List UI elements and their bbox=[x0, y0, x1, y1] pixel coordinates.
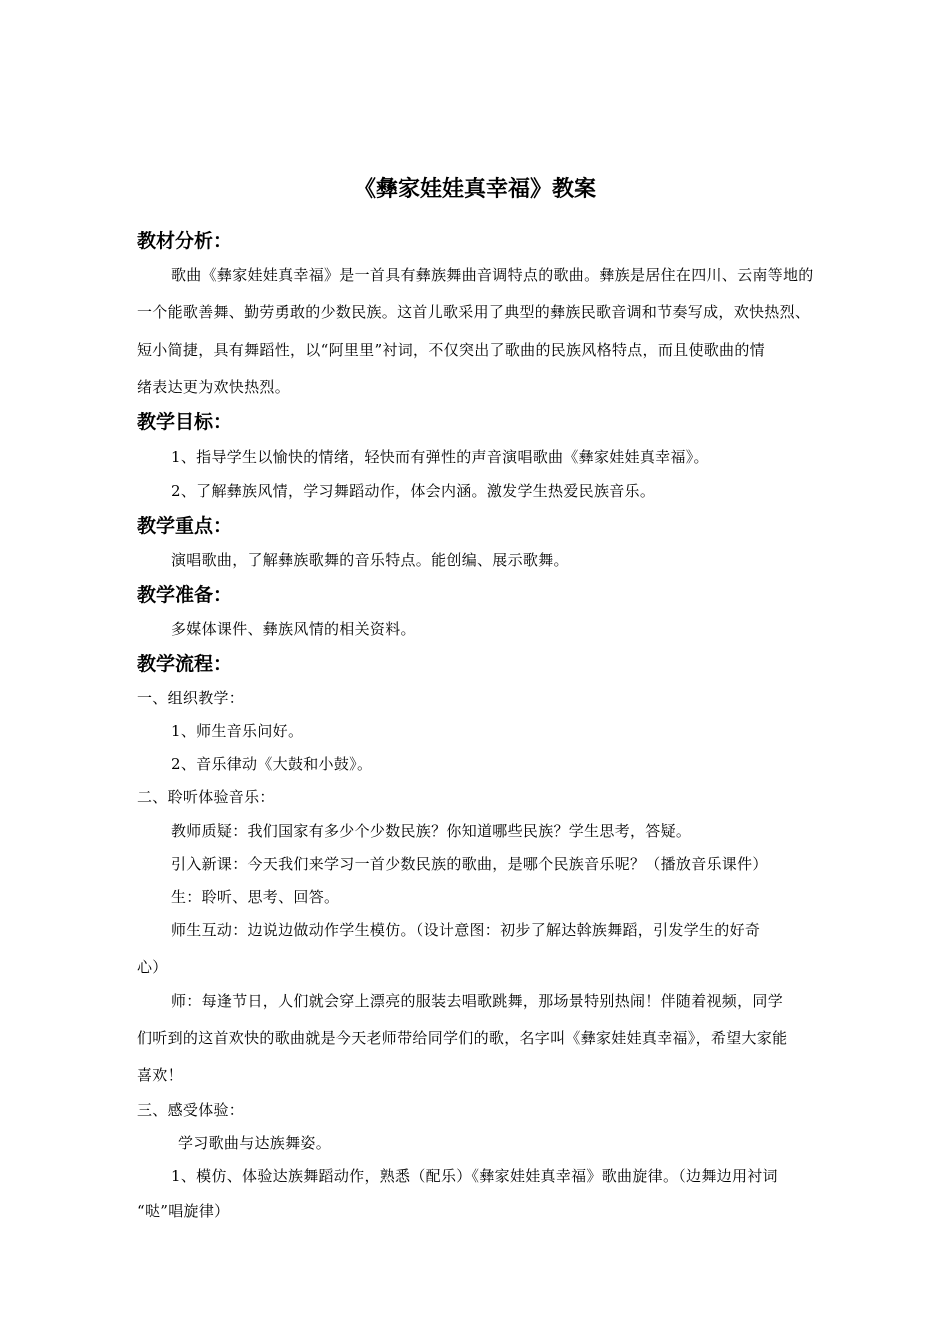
key-line-1: 演唱歌曲，了解彝族歌舞的音乐特点。能创编、展示歌舞。 bbox=[171, 551, 569, 569]
step1-line-1: 1、师生音乐问好。 bbox=[171, 722, 304, 740]
heading-prep: 教学准备： bbox=[137, 584, 233, 606]
goals-line-1: 1、指导学生以愉快的情绪，轻快而有弹性的声音演唱歌曲《彝家娃娃真幸福》。 bbox=[171, 448, 709, 466]
heading-flow: 教学流程： bbox=[137, 653, 233, 675]
heading-key: 教学重点： bbox=[137, 515, 233, 537]
step3-line-2: 1、模仿、体验达族舞蹈动作，熟悉（配乐）《彝家娃娃真幸福》歌曲旋律。（边舞边用衬词 bbox=[171, 1167, 778, 1185]
step1-line-2: 2、音乐律动《大鼓和小鼓》。 bbox=[171, 755, 373, 773]
document-title: 《彝家娃娃真幸福》教案 bbox=[353, 177, 596, 202]
analysis-line-2: 一个能歌善舞、勤劳勇敢的少数民族。这首儿歌采用了典型的彝族民歌音调和节奏写成，欢快热烈、 bbox=[137, 303, 811, 321]
step2-line-7: 们听到的这首欢快的歌曲就是今天老师带给同学们的歌，名字叫《彝家娃娃真幸福》，希望大家能 bbox=[137, 1029, 788, 1047]
step2-line-4: 师生互动：边说边做动作学生模仿。（设计意图：初步了解达斡族舞蹈，引发学生的好奇 bbox=[171, 921, 761, 939]
step2-line-5: 心） bbox=[137, 958, 168, 976]
step3-line-3: “哒”唱旋律） bbox=[137, 1202, 230, 1220]
analysis-line-3: 短小简捷，具有舞蹈性，以“阿里里”衬词，不仅突出了歌曲的民族风格特点，而且使歌曲的情 bbox=[137, 341, 765, 359]
goals-line-2: 2、了解彝族风情，学习舞蹈动作，体会内涵。激发学生热爱民族音乐。 bbox=[171, 482, 656, 500]
heading-analysis: 教材分析： bbox=[137, 230, 233, 252]
step1-title: 一、组织教学： bbox=[137, 689, 245, 707]
prep-line-1: 多媒体课件、彝族风情的相关资料。 bbox=[171, 620, 416, 638]
step3-title: 三、感受体验： bbox=[137, 1101, 245, 1119]
analysis-line-1: 歌曲《彝家娃娃真幸福》是一首具有彝族舞曲音调特点的歌曲。彝族是居住在四川、云南等地的 bbox=[171, 266, 814, 284]
step2-title: 二、聆听体验音乐： bbox=[137, 788, 275, 806]
step2-line-8: 喜欢！ bbox=[137, 1066, 183, 1084]
step2-line-6: 师：每逢节日，人们就会穿上漂亮的服装去唱歌跳舞，那场景特别热闹！伴随着视频，同学 bbox=[171, 992, 784, 1010]
step2-line-2: 引入新课：今天我们来学习一首少数民族的歌曲，是哪个民族音乐呢？（播放音乐课件） bbox=[171, 855, 768, 873]
step3-line-1: 学习歌曲与达族舞姿。 bbox=[178, 1134, 332, 1152]
step2-line-3: 生：聆听、思考、回答。 bbox=[171, 888, 340, 906]
heading-goals: 教学目标： bbox=[137, 411, 233, 433]
analysis-line-4: 绪表达更为欢快热烈。 bbox=[137, 378, 291, 396]
step2-line-1: 教师质疑：我们国家有多少个少数民族？你知道哪些民族？学生思考，答疑。 bbox=[171, 822, 692, 840]
